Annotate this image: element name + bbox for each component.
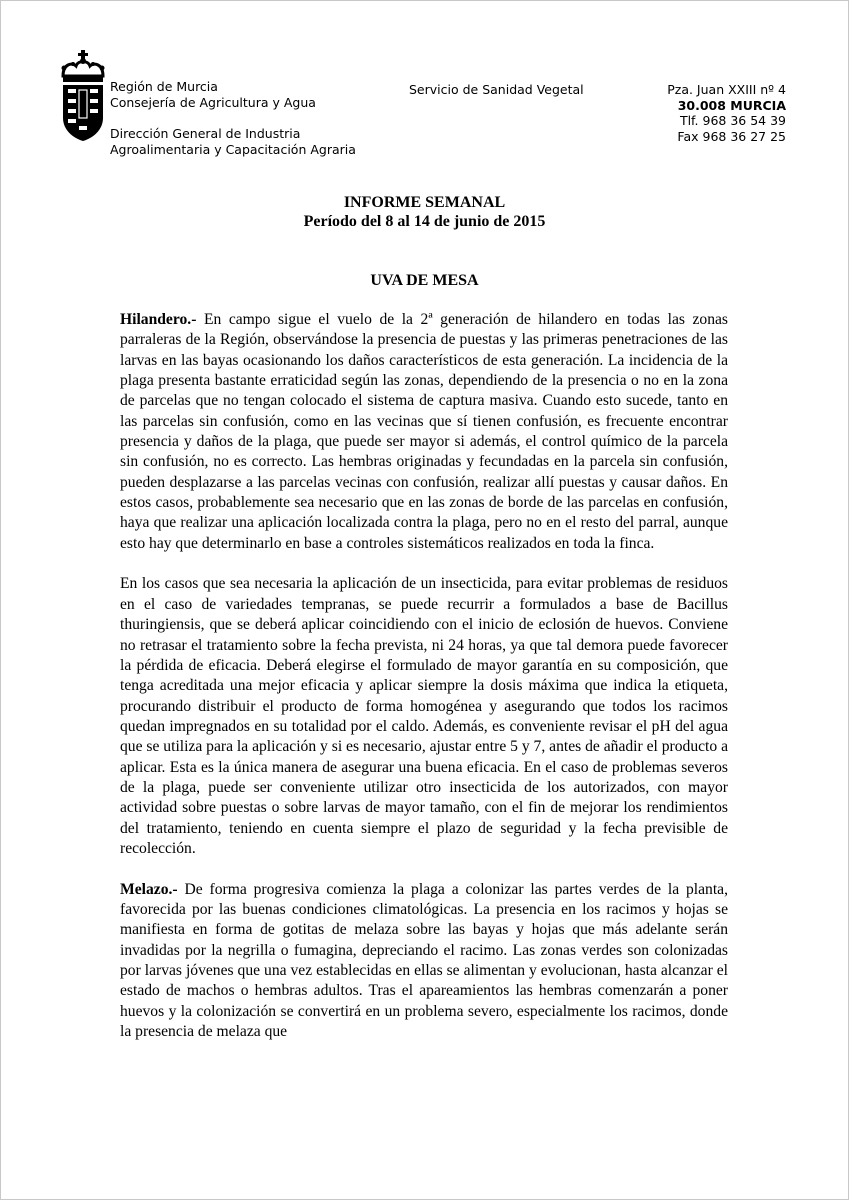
department-name: Consejería de Agricultura y Agua [110,95,316,110]
service-name: Servicio de Sanidad Vegetal [409,82,584,97]
paragraph-text: De forma progresiva comienza la plaga a colonizar las partes verdes de la planta, favorecida por las buenas condiciones climatológicas. La presencia en los racimos y hojas se manifiesta en forma de gotitas de melaza sobre las bayas y hojas que más adelante serán invadidas por la negrilla o fumagina, depreciando el racimo. Las zonas verdes son colonizadas por larvas jóvenes que una vez establecidas en ellas se alimentan y evolucionan, hasta alcanzar el estado de machos o hembras adultos. Tras el apareamientos las hembras comenzarán a poner huevos y la colonización se convertirá en un problema severo, especialmente los racimos, donde la presencia de melaza que [120,880,728,1041]
report-title: INFORME SEMANAL [343,194,506,211]
report-period: Período del 8 al 14 de junio de 2015 [303,213,546,230]
paragraph-lead: Hilandero.- [120,311,197,328]
paragraph-text: En campo sigue el vuelo de la 2ª generación de hilandero en todas las zonas parraleras de la Región, observándose la presencia de puestas y las primeras penetraciones de las larvas en las bayas ocasionando los daños característicos de esta generación. La incidencia de la plaga presenta bastante erraticidad según las zonas, dependiendo de la presencia o no en la zona de parcelas que no tengan colocado el sistema de captura masiva. Cuando esto sucede, tanto en las parcelas sin confusión, como en las vecinas que sí tienen confusión, es frecuente encontrar presencia y daños de la plaga, que puede ser mayor si además, el control químico de la parcela sin confusión, no es correcto. Las hembras originadas y fecundadas en la parcela sin confusión, pueden desplazarse a las parcelas vecinas con confusión, realizar allí puestas y causar daños. En estos casos, probablemente sea necesario que en las zonas de borde de las parcelas en confusión, haya que realizar una aplicación localizada contra la plaga, pero no en el resto del parral, aunque esto hay que determinarlo en base a controles sistemáticos realizados en toda la finca. [120,311,728,552]
paragraph-hilandero [120,310,728,554]
paragraph-text: En los casos que sea necesaria la aplicación de un insecticida, para evitar problemas de residuos en el caso de variedades tempranas, se puede recurrir a formulados a base de Bacillus thuringiensis, que se deberá aplicar coincidiendo con el inicio de eclosión de huevos. Conviene no retrasar el tratamiento sobre la fecha prevista, ni 24 horas, ya que tal demora puede favorecer la pérdida de eficacia. Deberá elegirse el formulado de mayor garantía en su composición, que tenga acreditada una mejor eficacia y aplicar siempre la dosis máxima que indica la etiqueta, procurando distribuir el producto de forma homogénea y asegurando que todos los racimos quedan impregnados en su totalidad por el caldo. Además, es conveniente revisar el pH del agua que se utiliza para la aplicación y si es necesario, ajustar entre 5 y 7, antes de añadir el producto a aplicar. Esta es la única manera de asegurar una buena eficacia. En el caso de problemas severos de la plaga, puede ser conveniente utilizar otro insecticida de los autorizados, con mayor actividad sobre puestas o sobre larvas de mayor tamaño, con el fin de mejorar los rendimientos del tratamiento, teniendo en cuenta siempre el plazo de seguridad y la fecha previsible de recolección. [120,575,728,857]
directorate-line2: Agroalimentaria y Capacitación Agraria [110,142,356,157]
region-name: Región de Murcia [110,79,218,94]
section-title: UVA DE MESA [370,272,479,289]
address-line2: 30.008 MURCIA [677,97,786,113]
report-heading [0,193,849,231]
report-body [120,310,728,1063]
address-line1: Pza. Juan XXIII nº 4 [667,82,786,97]
contact-block [667,82,786,144]
paragraph-melazo [120,880,728,1043]
phone-number: Tlf. 968 36 54 39 [679,113,786,128]
directorate-line1: Dirección General de Industria [110,126,301,141]
paragraph-lead: Melazo.- [120,880,178,898]
fax-number: Fax 968 36 27 25 [677,128,786,144]
murcia-coat-of-arms-icon [60,50,106,142]
institution-block [110,79,356,158]
letterhead [0,0,849,170]
paragraph-insecticide [120,574,728,859]
